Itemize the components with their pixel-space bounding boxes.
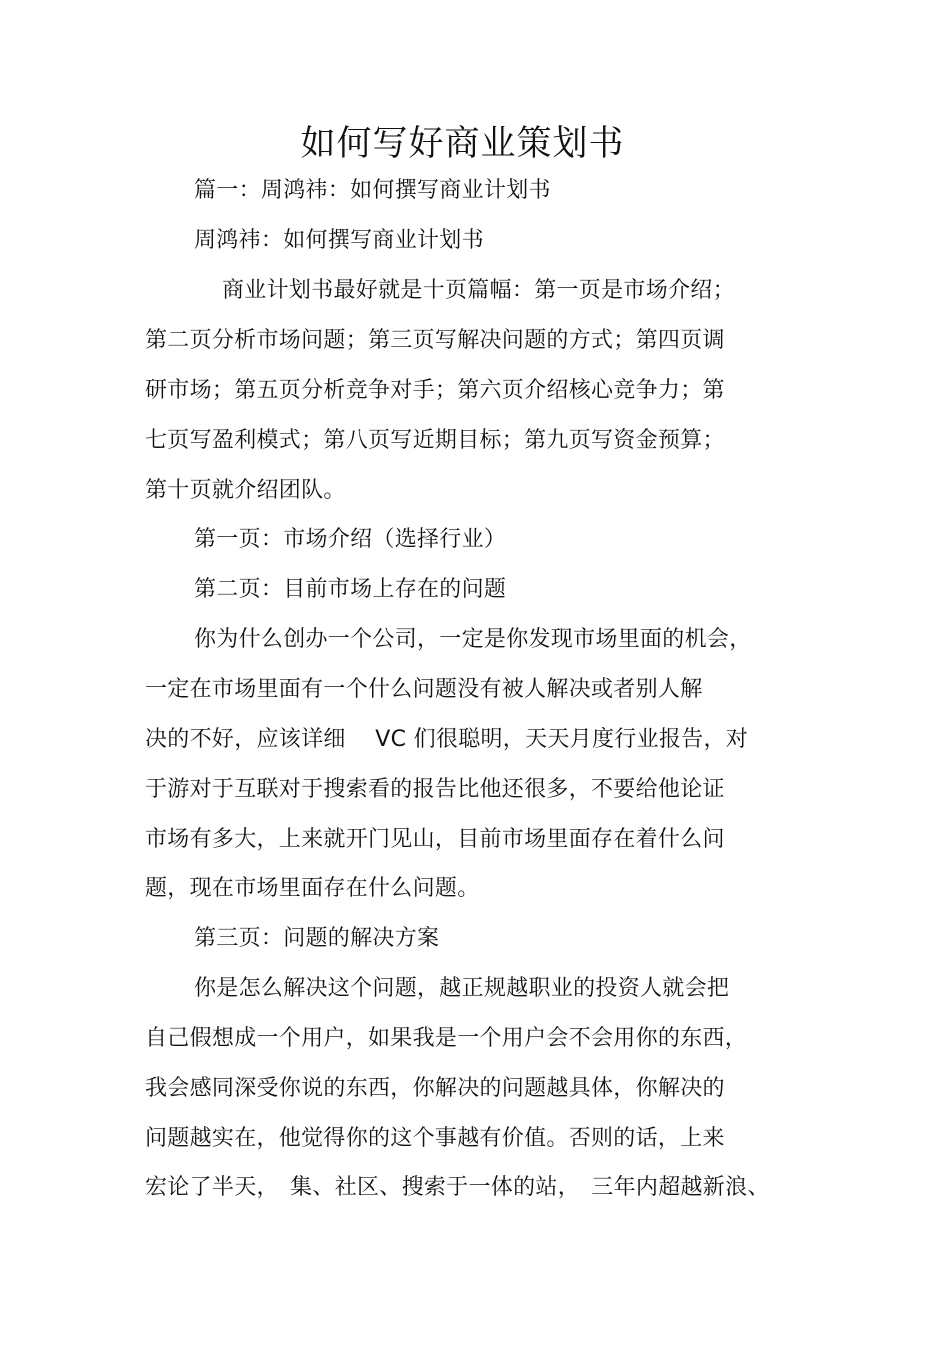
paragraph-line: 决的不好，应该详细 VC 们很聪明，天天月度行业报告，对: [145, 727, 749, 752]
paragraph-line: 宏论了半天， 集、社区、搜索于一体的站， 三年内超越新浪、: [145, 1175, 770, 1200]
paragraph-line: 七页写盈利模式；第八页写近期目标；第九页写资金预算；: [145, 428, 725, 453]
paragraph-line: 周鸿祎：如何撰写商业计划书: [194, 228, 484, 253]
paragraph-line: 一定在市场里面有一个什么问题没有被人解决或者别人解: [145, 677, 703, 702]
document-title: 如何写好商业策划书: [300, 124, 625, 164]
paragraph-line: 你为什么创办一个公司，一定是你发现市场里面的机会，: [194, 627, 752, 652]
paragraph-line: 研市场；第五页分析竞争对手；第六页介绍核心竞争力；第: [145, 378, 725, 403]
paragraph-line: 自己假想成一个用户，如果我是一个用户会不会用你的东西，: [145, 1026, 748, 1051]
section-heading: 第一页：市场介绍（选择行业）: [194, 527, 507, 552]
paragraph-line: 篇一：周鸿祎：如何撰写商业计划书: [194, 178, 551, 203]
paragraph-line: 于游对于互联对于搜索看的报告比他还很多，不要给他论证: [145, 777, 725, 802]
paragraph-line: 市场有多大，上来就开门见山，目前市场里面存在着什么问: [145, 827, 725, 852]
section-heading: 第三页：问题的解决方案: [194, 926, 440, 951]
section-heading: 第二页：目前市场上存在的问题: [194, 577, 507, 602]
paragraph-line: 商业计划书最好就是十页篇幅：第一页是市场介绍；: [222, 278, 735, 303]
paragraph-line: 第十页就介绍团队。: [145, 478, 346, 503]
paragraph-line: 第二页分析市场问题；第三页写解决问题的方式；第四页调: [145, 328, 725, 353]
paragraph-line: 我会感同深受你说的东西，你解决的问题越具体，你解决的: [145, 1076, 725, 1101]
paragraph-line: 问题越实在，他觉得你的这个事越有价值。否则的话，上来: [145, 1126, 725, 1151]
paragraph-line: 你是怎么解决这个问题，越正规越职业的投资人就会把: [194, 976, 730, 1001]
paragraph-line: 题，现在市场里面存在什么问题。: [145, 876, 480, 901]
